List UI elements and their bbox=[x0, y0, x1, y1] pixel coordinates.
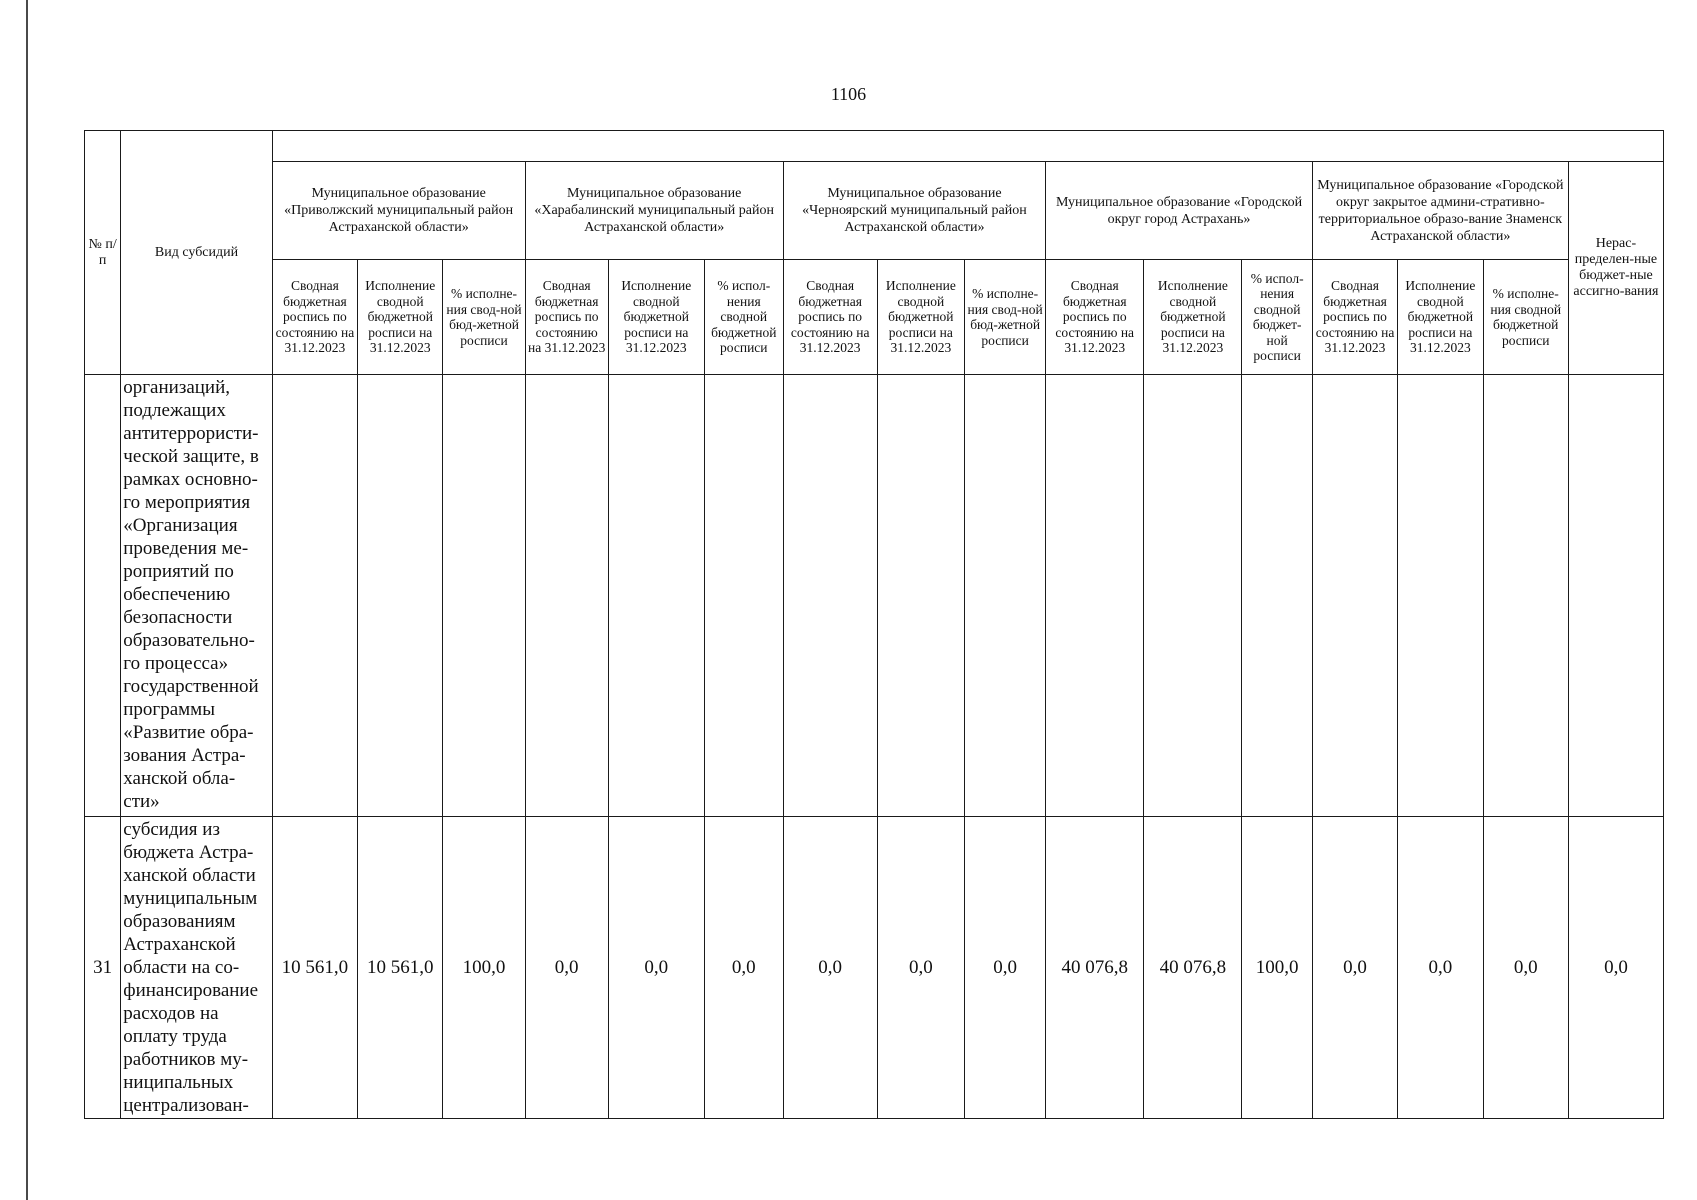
value-cell bbox=[965, 375, 1046, 817]
row-description: субсидия из бюджета Астра-ханской области муниципальным образованиям Астраханской области на со-финансирование расходов на оплату труда работников му-ниципальных централизован- bbox=[121, 817, 272, 1119]
subheader-cell: % испол-нения сводной бюджетной росписи bbox=[704, 260, 783, 375]
row-number bbox=[85, 375, 121, 817]
municipality-header-kharabalinsky: Муниципальное образование «Харабалинский муниципальный район Астраханской области» bbox=[525, 162, 783, 260]
subheader-cell: Сводная бюджетная роспись по состоянию на 31.12.2023 bbox=[1312, 260, 1397, 375]
municipality-header-chernoyarsky: Муниципальное образование «Черноярский муниципальный район Астраханской области» bbox=[783, 162, 1045, 260]
value-cell: 40 076,8 bbox=[1046, 817, 1144, 1119]
value-cell: 0,0 bbox=[783, 817, 877, 1119]
subheader-cell: % исполне-ния свод-ной бюд-жетной росписи bbox=[443, 260, 525, 375]
subheader-cell: Исполнение сводной бюджетной росписи на 31.12.2023 bbox=[358, 260, 443, 375]
value-cell bbox=[272, 375, 357, 817]
subheader-cell: Сводная бюджетная роспись по состоянию на 31.12.2023 bbox=[272, 260, 357, 375]
value-cell bbox=[704, 375, 783, 817]
col-header-num: № п/п bbox=[85, 131, 121, 375]
value-cell: 100,0 bbox=[1242, 817, 1312, 1119]
value-cell: 40 076,8 bbox=[1144, 817, 1242, 1119]
value-cell bbox=[783, 375, 877, 817]
subheader-cell: Сводная бюджетная роспись по состоянию на 31.12.2023 bbox=[1046, 260, 1144, 375]
value-cell bbox=[1312, 375, 1397, 817]
subheader-cell: % исполне-ния свод-ной бюд-жетной росписи bbox=[965, 260, 1046, 375]
municipality-header-privolzhsky: Муниципальное образование «Приволжский муниципальный район Астраханской области» bbox=[272, 162, 525, 260]
value-cell bbox=[1242, 375, 1312, 817]
value-cell bbox=[1398, 375, 1483, 817]
value-cell: 10 561,0 bbox=[358, 817, 443, 1119]
page-number: 1106 bbox=[830, 84, 867, 104]
value-cell bbox=[1483, 375, 1568, 817]
subheader-cell: Исполнение сводной бюджетной росписи на 31.12.2023 bbox=[608, 260, 704, 375]
value-cell: 0,0 bbox=[525, 817, 608, 1119]
value-cell bbox=[1046, 375, 1144, 817]
subheader-cell: % испол-нения сводной бюджет-ной росписи bbox=[1242, 260, 1312, 375]
value-cell bbox=[877, 375, 964, 817]
subheader-cell: % исполне-ния сводной бюджетной росписи bbox=[1483, 260, 1568, 375]
value-cell: 10 561,0 bbox=[272, 817, 357, 1119]
subheader-cell: Исполнение сводной бюджетной росписи на 31.12.2023 bbox=[1398, 260, 1483, 375]
value-cell bbox=[1144, 375, 1242, 817]
value-cell: 0,0 bbox=[704, 817, 783, 1119]
subheader-cell: Сводная бюджетная роспись по состоянию на 31.12.2023 bbox=[783, 260, 877, 375]
subheader-cell: Исполнение сводной бюджетной росписи на 31.12.2023 bbox=[1144, 260, 1242, 375]
subheader-cell: Сводная бюджетная роспись по состоянию на 31.12.2023 bbox=[525, 260, 608, 375]
subsidy-table bbox=[84, 130, 1664, 1119]
value-cell: 0,0 bbox=[1398, 817, 1483, 1119]
row-number: 31 bbox=[85, 817, 121, 1119]
col-header-unallocated: Нерас-пределен-ные бюджет-ные ассигно-вания bbox=[1568, 162, 1663, 375]
row-description: организаций, подлежащих антитеррористи-ческой защите, в рамках основно-го мероприятия «Организация проведения ме-роприятий по обеспечению безопасности образовательно-го процесса» государственной программы «Развитие обра-зования Астра-ханской обла-сти» bbox=[121, 375, 272, 817]
subheader-cell: Исполнение сводной бюджетной росписи на 31.12.2023 bbox=[877, 260, 964, 375]
header-spacer bbox=[272, 131, 1663, 162]
value-cell: 100,0 bbox=[443, 817, 525, 1119]
value-cell bbox=[443, 375, 525, 817]
value-cell: 0,0 bbox=[877, 817, 964, 1119]
value-cell: 0,0 bbox=[965, 817, 1046, 1119]
value-cell bbox=[358, 375, 443, 817]
header-row-municipalities bbox=[85, 162, 1664, 260]
header-row-subcolumns bbox=[85, 260, 1664, 375]
table-row bbox=[85, 817, 1664, 1119]
value-cell: 0,0 bbox=[608, 817, 704, 1119]
table-row bbox=[85, 375, 1664, 817]
value-cell bbox=[525, 375, 608, 817]
value-cell bbox=[608, 375, 704, 817]
value-cell: 0,0 bbox=[1483, 817, 1568, 1119]
value-cell bbox=[1568, 375, 1663, 817]
value-cell: 0,0 bbox=[1568, 817, 1663, 1119]
col-header-type: Вид субсидий bbox=[121, 131, 272, 375]
municipality-header-znamensk: Муниципальное образование «Городской округ закрытое админи-стративно-территориальное образо-вание Знаменск Астраханской области» bbox=[1312, 162, 1568, 260]
municipality-header-astrakhan: Муниципальное образование «Городской округ город Астрахань» bbox=[1046, 162, 1313, 260]
header-row-top bbox=[85, 131, 1664, 162]
value-cell: 0,0 bbox=[1312, 817, 1397, 1119]
binding-edge-line bbox=[26, 0, 28, 1200]
